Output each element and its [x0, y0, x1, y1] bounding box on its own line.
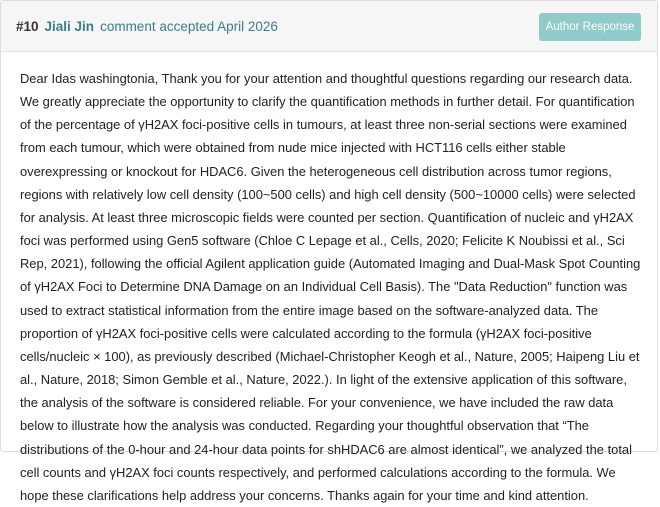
author-response-button[interactable]: Author Response — [539, 13, 641, 41]
comment-number: #10 — [16, 19, 39, 34]
comment-header — [1, 1, 657, 52]
comment-meta — [16, 18, 278, 36]
author-name-link[interactable]: Jiali Jin — [44, 19, 95, 34]
comment-status: comment accepted April 2026 — [100, 19, 278, 34]
comment-body: Dear Idas washingtonia, Thank you for your attention and thoughtful questions regarding our research data. We greatly appreciate the opportunity to clarify the quantification methods in further detail. For quantification of the percentage of γH2AX foci-positive cells in tumours, at least three non-serial sections were examined from each tumour, which were obtained from nude mice injected with HCT116 cells either stable overexpressing or knockout for HDAC6. Given the heterogeneous cell distribution across tumor regions, regions with relatively low cell density (100~500 cells) and high cell density (500~10000 cells) were selected for analysis. At least three microscopic fields were counted per section. Quantification of nucleic and γH2AX foci was performed using Gen5 software (Chloe C Lepage et al., Cells, 2020; Felicite K Noubissi et al., Sci Rep, 2021), following the official Agilent application guide (Automated Imaging and Dual-Mask Spot Counting of γH2AX Foci to Determine DNA Damage on an Individual Cell Basis). The "Data Reduction" function was used to extract statistical information from the entire image based on the software-analyzed data. The proportion of γH2AX foci-positive cells were calculated according to the formula (γH2AX foci-positive cells/nucleic × 100), as previously described (Michael-Christopher Keogh et al., Nature, 2005; Haipeng Liu et al., Nature, 2018; Simon Gemble et al., Nature, 2022.). In light of the extensive application of this software, the analysis of the software is considered reliable. For your convenience, we have included the raw data below to illustrate how the analysis was conducted. Regarding your thoughtful observation that “The distributions of the 0-hour and 24-hour data points for shHDAC6 are almost identical”, we analyzed the total cell counts and γH2AX foci counts respectively, and performed calculations according to the formula. We hope these clarifications help address your concerns. Thanks again for your time and kind attention. — [20, 71, 641, 503]
